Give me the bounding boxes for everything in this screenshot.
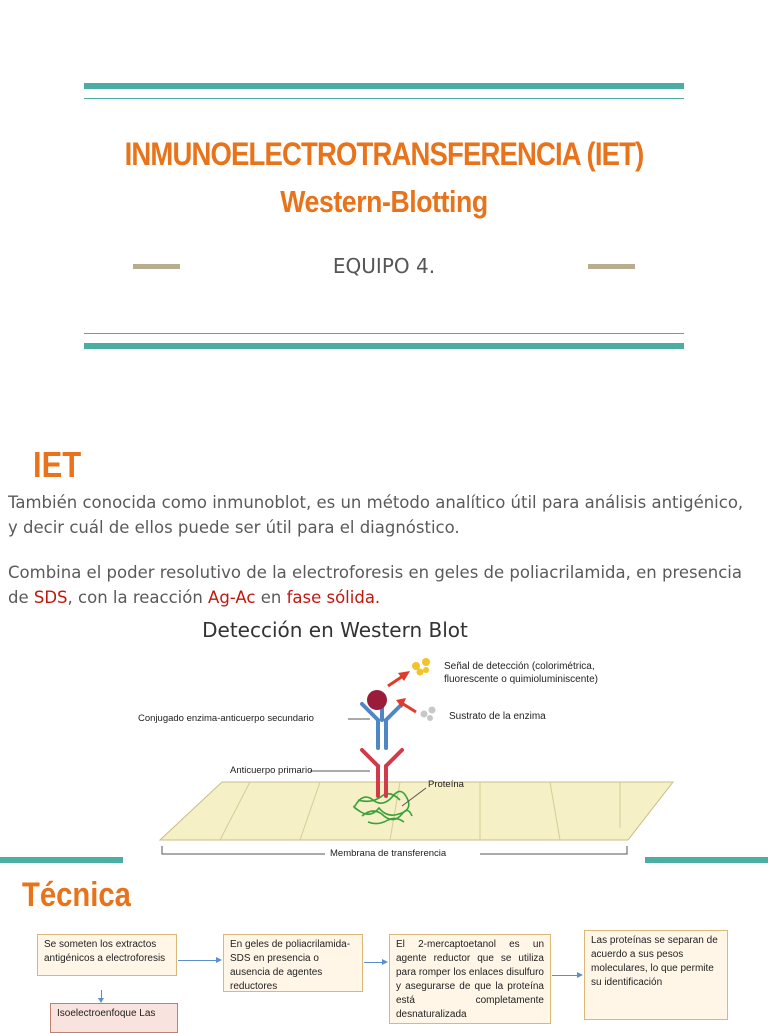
signal-label-line-1: Señal de detección (colorimétrica, xyxy=(444,661,595,672)
page-subtitle: Western-Blotting xyxy=(280,184,488,219)
solid-phase-highlight: fase sólida. xyxy=(286,588,381,607)
flow-box-geles: En geles de poliacrilamida-SDS en presencia o ausencia de agentes reductores xyxy=(223,934,363,992)
secondary-antibody-shape xyxy=(362,704,402,748)
flow-box-separacion: Las proteínas se separan de acuerdo a sus pesos moleculares, lo que permite su identificación xyxy=(584,930,728,1020)
flow-arrow-3 xyxy=(552,975,581,976)
paragraph-combination xyxy=(8,560,748,610)
flow-arrow-down-head xyxy=(98,998,104,1003)
figure-title: Detección en Western Blot xyxy=(202,618,468,642)
top-thin-rule xyxy=(84,98,684,99)
team-label: EQUIPO 4. xyxy=(332,254,436,278)
signal-label xyxy=(444,660,598,686)
flow-box-electroforesis: Se someten los extractos antigénicos a electroforesis xyxy=(37,934,177,976)
protein-label: Proteína xyxy=(428,779,464,790)
paragraph-definition: También conocida como inmunoblot, es un método analítico útil para análisis antigénico, y decir cuál de ellos puede ser útil para el diagnóstico. xyxy=(8,493,744,537)
right-accent-bar xyxy=(645,857,768,863)
membrane-shape xyxy=(160,782,673,840)
signal-label-line-2: fluorescente o quimioluminiscente) xyxy=(444,674,598,685)
section-heading-tecnica: Técnica xyxy=(22,876,131,914)
flow-box-isoelectroenfoque: Isoelectroenfoque Las xyxy=(50,1003,178,1033)
page-title: INMUNOELECTROTRANSFERENCIA (IET) xyxy=(124,136,644,172)
bottom-thin-rule xyxy=(84,333,684,334)
sds-highlight: SDS xyxy=(33,588,68,607)
para2-text-2: , con la reacción xyxy=(67,588,209,607)
flow-box-mercaptoetanol: El 2-mercaptoetanol es un agente reductor que se utiliza para romper los enlaces disulfuro y asegurarse de que la proteína está completamente desnaturalizada xyxy=(389,934,551,1024)
bottom-thick-rule xyxy=(84,343,684,349)
western-blot-diagram xyxy=(100,616,700,860)
enzyme-shape xyxy=(367,690,387,710)
primary-antibody-label: Anticuerpo primario xyxy=(230,765,313,776)
membrane-label: Membrana de transferencia xyxy=(330,848,447,859)
western-blot-figure xyxy=(100,616,700,860)
flow-arrow-2 xyxy=(364,962,386,963)
section-heading-iet: IET xyxy=(33,444,82,485)
top-thick-rule xyxy=(84,83,684,89)
agac-highlight: Ag-Ac xyxy=(208,588,256,607)
para2-text-3: en xyxy=(255,588,287,607)
flow-arrow-1 xyxy=(178,960,220,961)
conjugate-label: Conjugado enzima-anticuerpo secundario xyxy=(138,713,314,724)
left-accent-bar xyxy=(0,857,123,863)
right-dash xyxy=(588,264,635,269)
para2-text-1: Combina el poder resolutivo de la electroforesis en geles de poliacrilamida, en presencia de xyxy=(8,563,742,607)
substrate-label: Sustrato de la enzima xyxy=(449,711,546,722)
